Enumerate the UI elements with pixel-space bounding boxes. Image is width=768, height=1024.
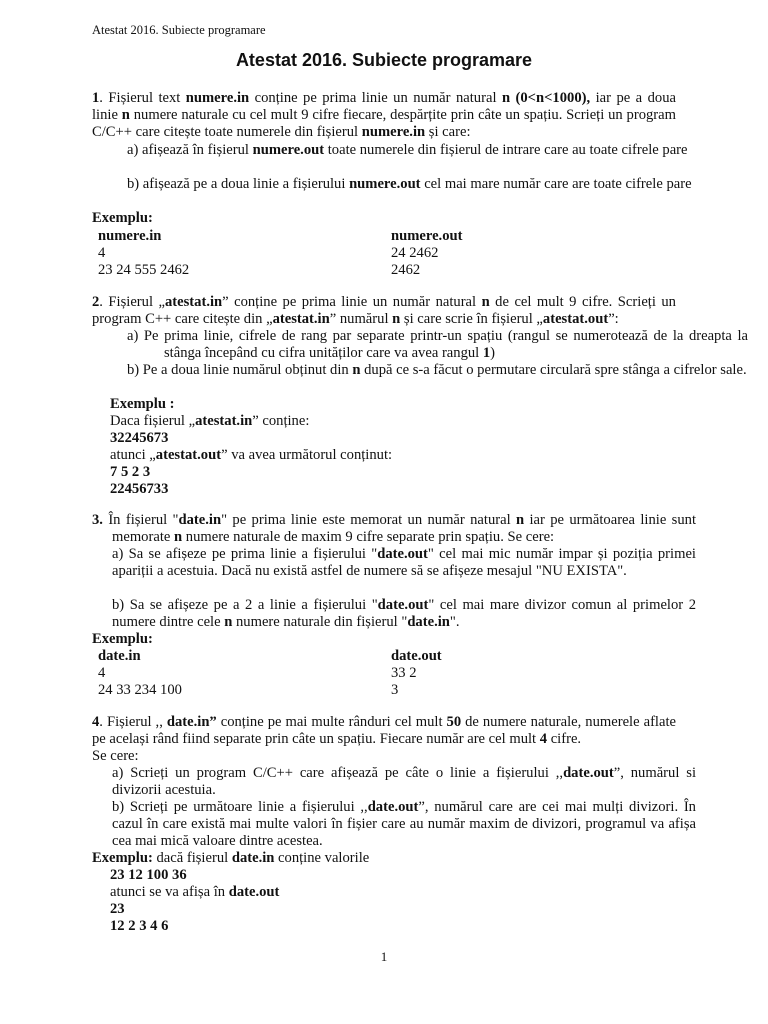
table-header-row: numere.in numere.out <box>98 228 463 244</box>
problem-3-item-a: a) Sa se afișeze pe prima linie a fișierului "date.out" cel mai mic număr impar și poziția primei apariții a acestuia. Dacă nu există astfel de numere să se afișeze mesajul "NU EXISTA". <box>112 546 696 579</box>
page-title: Atestat 2016. Subiecte programare <box>235 50 533 70</box>
problem-2-example: Exemplu : Daca fișierul „atestat.in” conține: 32245673 atunci „atestat.out” va avea următorul conținut: 7 5 2 3 22456733 <box>110 396 393 497</box>
problem-1-item-a: a) afișează în fișierul numere.out toate numerele din fișierul de intrare care au toate cifrele pare <box>127 142 688 158</box>
table-row: 4 33 2 <box>98 665 417 681</box>
problem-1-item-b: b) afișează pe a doua linie a fișierului numere.out cel mai mare număr care are toate cifrele pare <box>127 176 692 192</box>
page-number: 1 <box>380 949 388 964</box>
problem-1-statement: 1. Fișierul text numere.in conține pe prima linie un număr natural n (0<n<1000), iar pe a doua linie n numere naturale cu cel mult 9 cifre fiecare, despărțite prin câte un spațiu. Scrieți un program C/C++ care citește toate numerele din fișierul numere.in și care: <box>92 90 676 140</box>
problem-3-statement: 3. În fișierul "date.in" pe prima linie este memorat un număr natural n iar pe următoarea linie sunt memorate n numere naturale de maxim 9 cifre separate prin spațiu. Se cere: <box>92 512 696 545</box>
problem-1-example-table <box>98 228 618 279</box>
problem-1-example-label: Exemplu: <box>92 210 153 226</box>
table-row: 4 24 2462 <box>98 245 439 261</box>
table-row: 23 24 555 2462 2462 <box>98 262 421 278</box>
problem-3-example-label: Exemplu: <box>92 631 153 647</box>
problem-2-statement: 2. Fișierul „atestat.in” conține pe prima linie un număr natural n de cel mult 9 cifre. Scrieți un program C++ care citește din „atestat.in” numărul n și care scrie în fișierul „atestat.out”: <box>92 294 676 327</box>
problem-2-item-a: a) Pe prima linie, cifrele de rang par separate printr-un spațiu (rangul se numerotează de la dreapta la stânga începând cu cifra unităților care va avea rangul 1) <box>127 328 748 361</box>
problem-4-item-a: a) Scrieți un program C/C++ care afișează pe câte o linie a fișierului ,,date.out”, numărul si divizorii acestuia. <box>112 765 696 798</box>
problem-4-statement: 4. Fișierul ,, date.in” conține pe mai multe rânduri cel mult 50 de numere naturale, numerele aflate pe același rând fiind separate prin câte un spațiu. Fiecare număr are cel mult 4 cifre. <box>92 714 676 747</box>
table-row: 24 33 234 100 3 <box>98 682 399 698</box>
problem-4-example: Exemplu: dacă fișierul date.in conține valorile 23 12 100 36 atunci se va afișa în date.out 23 12 2 3 4 6 <box>92 850 370 934</box>
problem-3-item-b: b) Sa se afișeze pe a 2 a linie a fișierului "date.out" cel mai mare divizor comun al primelor 2 numere dintre cele n numere naturale din fișierul "date.in". <box>112 597 696 630</box>
problem-2-item-b: b) Pe a doua linie numărul obținut din n după ce s-a făcut o permutare circulară spre stânga a cifrelor sale. <box>127 362 747 378</box>
running-header: Atestat 2016. Subiecte programare <box>92 23 266 37</box>
problem-4-item-b: b) Scrieți pe următoare linie a fișierului ,,date.out”, numărul care are cei mai mulți divizori. În cazul în care există mai multe valori în fișier care au număr maxim de divizori, programul va afișa cea mai mică valoare dintre acestea. <box>112 799 696 849</box>
problem-4-se-cere: Se cere: <box>92 748 139 764</box>
table-header-row: date.in date.out <box>98 648 442 664</box>
problem-3-example-table <box>98 648 618 699</box>
